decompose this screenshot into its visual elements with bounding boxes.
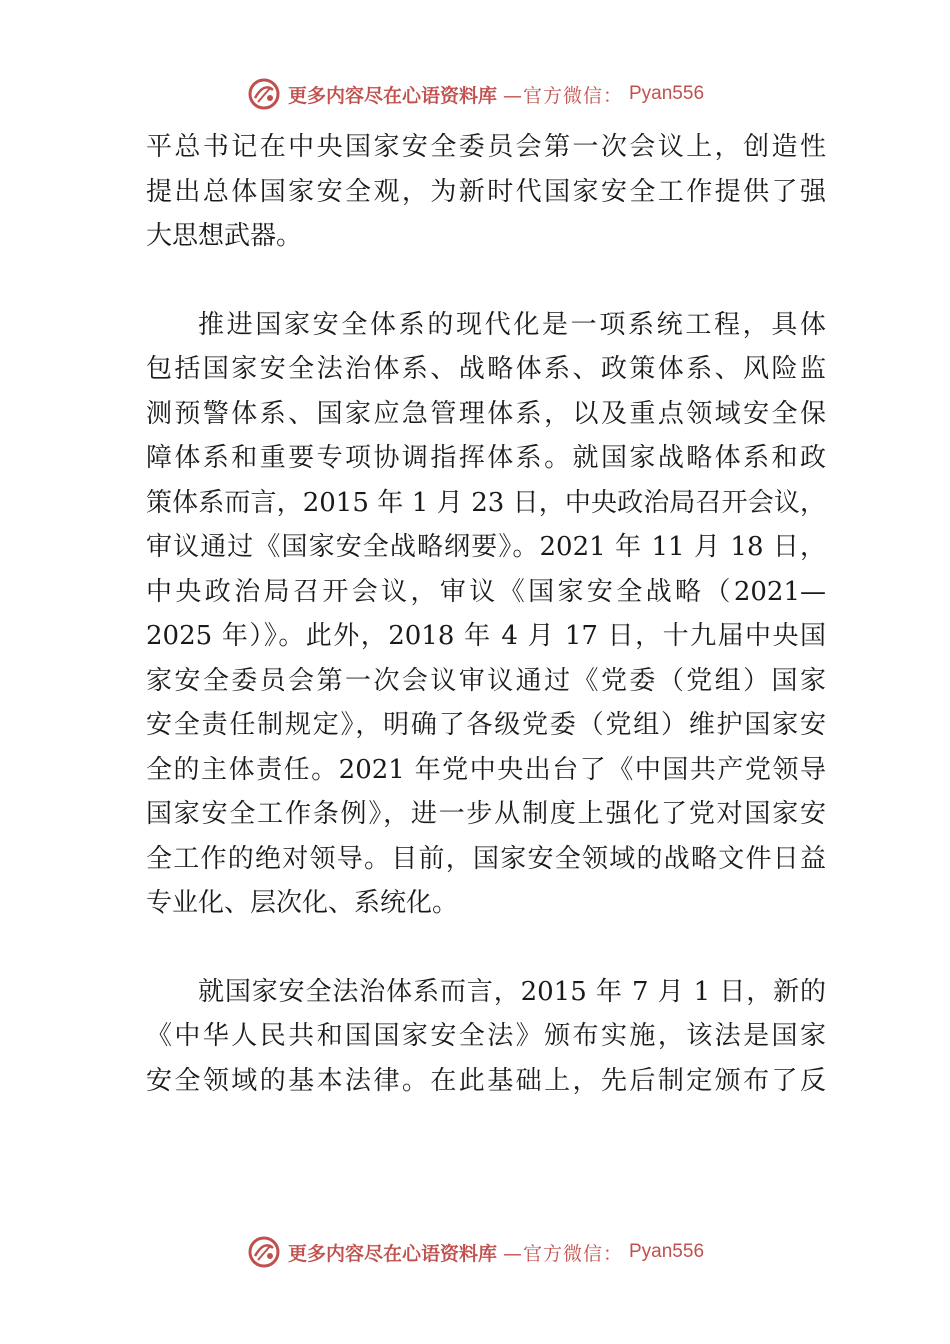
footer-watermark bbox=[0, 1232, 950, 1272]
watermark-text: 更多内容尽在心语资料库 bbox=[287, 1242, 497, 1265]
document-body bbox=[146, 125, 826, 1103]
text-line: 策体系而言，2015 年 1 月 23 日，中央政治局召开会议， bbox=[146, 487, 826, 518]
text-line: 提出总体国家安全观，为新时代国家安全工作提供了强 bbox=[146, 176, 826, 207]
text-line: 全工作的绝对领导。目前，国家安全领域的战略文件日益 bbox=[146, 843, 826, 874]
paragraph-2 bbox=[146, 303, 826, 926]
text-line: 就国家安全法治体系而言，2015 年 7 月 1 日，新的 bbox=[198, 976, 826, 1007]
watermark-contact-label: —官方微信： bbox=[502, 1242, 623, 1265]
paragraph-1 bbox=[146, 125, 826, 259]
paragraph-gap bbox=[146, 259, 826, 303]
text-line: 测预警体系、国家应急管理体系，以及重点领域安全保 bbox=[146, 398, 826, 429]
watermark-contact-id: Pyan556 bbox=[629, 1241, 705, 1262]
text-line: 全的主体责任。2021 年党中央出台了《中国共产党领导 bbox=[146, 754, 826, 785]
header-watermark bbox=[0, 74, 950, 114]
text-line: 推进国家安全体系的现代化是一项系统工程，具体 bbox=[198, 309, 826, 340]
text-line: 专业化、层次化、系统化。 bbox=[146, 888, 459, 918]
text-line: 安全责任制规定》，明确了各级党委（党组）维护国家安 bbox=[146, 710, 826, 740]
watermark-contact-id: Pyan556 bbox=[629, 83, 705, 104]
text-line: 国家安全工作条例》，进一步从制度上强化了党对国家安 bbox=[146, 799, 826, 829]
text-line: 家安全委员会第一次会议审议通过《党委（党组）国家 bbox=[146, 665, 826, 696]
text-line: 平总书记在中央国家安全委员会第一次会议上，创造性 bbox=[146, 132, 826, 162]
text-line: 安全领域的基本法律。在此基础上，先后制定颁布了反 bbox=[146, 1065, 826, 1096]
logo-icon bbox=[246, 1234, 282, 1270]
logo-icon bbox=[246, 76, 282, 112]
paragraph-gap bbox=[146, 926, 826, 970]
text-line: 2025 年）》。此外，2018 年 4 月 17 日，十九届中央国 bbox=[146, 621, 826, 651]
text-line: 包括国家安全法治体系、战略体系、政策体系、风险监 bbox=[146, 354, 826, 384]
text-line: 障体系和重要专项协调指挥体系。就国家战略体系和政 bbox=[146, 443, 826, 473]
paragraph-3 bbox=[146, 970, 826, 1104]
watermark-contact-label: —官方微信： bbox=[502, 84, 623, 107]
text-line: 审议通过《国家安全战略纲要》。2021 年 11 月 18 日， bbox=[146, 532, 826, 562]
watermark-text: 更多内容尽在心语资料库 bbox=[287, 84, 497, 107]
text-line: 《中华人民共和国国家安全法》颁布实施，该法是国家 bbox=[146, 1021, 826, 1051]
text-line: 大思想武器。 bbox=[146, 221, 303, 251]
text-line: 中央政治局召开会议，审议《国家安全战略（2021— bbox=[146, 576, 826, 607]
